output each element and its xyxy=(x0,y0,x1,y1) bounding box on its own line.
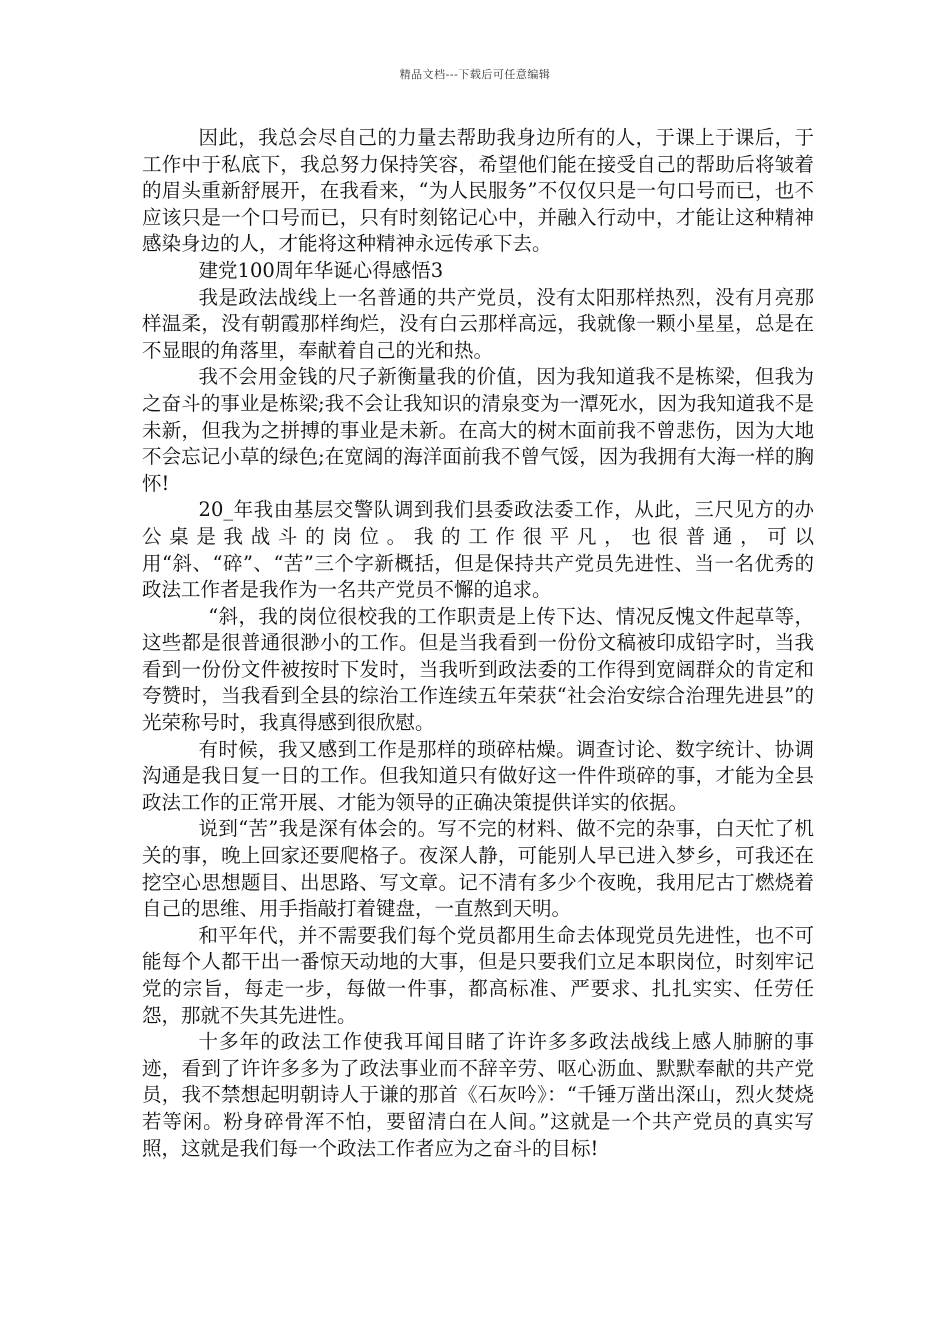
paragraph: 说到“苦”我是深有体会的。写不完的材料、做不完的杂事，白天忙了机关的事，晚上回家还要爬格子。夜深人静，可能别人早已进入梦乡，可我还在挖空心思想题目、出思路、写文章。记不清有多少个夜晚，我用尼古丁燃烧着自己的思维、用手指敲打着键盘，一直熬到天明。 xyxy=(142,817,814,921)
paragraph: “斜，我的岗位很校我的工作职责是上传下达、情况反愧文件起草等，这些都是很普通很渺小的工作。但是当我看到一份份文稿被印成铅字时，当我看到一份份文件被按时下发时，当我听到政法委的工作得到宽阔群众的肯定和夸赞时，当我看到全县的综治工作连续五年荣获“社会治安综合治理先进县”的光荣称号时，我真得感到很欣慰。 xyxy=(142,604,814,735)
paragraph: 有时候，我又感到工作是那样的琐碎枯燥。调查讨论、数字统计、协调沟通是我日复一日的工作。但我知道只有做好这一件件琐碎的事，才能为全县政法工作的正常开展、才能为领导的正确决策提供详实的依据。 xyxy=(142,737,814,814)
paragraph: 我不会用金钱的尺子新衡量我的价值，因为我知道我不是栋梁，但我为之奋斗的事业是栋梁;我不会让我知识的清泉变为一潭死水，因为我知道我不是未新，但我为之拼搏的事业是未新。在高大的树木面前我不曾悲伤，因为大地不会忘记小草的绿色;在宽阔的海洋面前我不曾气馁，因为我拥有大海一样的胸怀! xyxy=(142,365,814,495)
page-header: 精品文档---下载后可任意编辑 xyxy=(399,68,551,81)
document-body xyxy=(142,125,814,1162)
paragraph: 十多年的政法工作使我耳闻目睹了许许多多政法战线上感人肺腑的事迹，看到了许许多多为了政法事业而不辞辛劳、呕心沥血、默默奉献的共产党员，我不禁想起明朝诗人于谦的那首《石灰吟》：“千锤万凿出深山，烈火焚烧若等闲。粉身碎骨浑不怕，要留清白在人间。”这就是一个共产党员的真实写照，这就是我们每一个政法工作者应为之奋斗的目标! xyxy=(142,1030,814,1160)
paragraph: 20_年我由基层交警队调到我们县委政法委工作，从此，三尺见方的办公桌是我战斗的岗位。我的工作很平凡，也很普通，可以用“斜、“碎”、“苦”三个字新概括，但是保持共产党员先进性、当一名优秀的政法工作者是我作为一名共产党员不懈的追求。 xyxy=(142,498,814,602)
paragraph: 我是政法战线上一名普通的共产党员，没有太阳那样热烈，没有月亮那样温柔，没有朝霞那样绚烂，没有白云那样高远，我就像一颗小星星，总是在不显眼的角落里，奉献着自己的光和热。 xyxy=(142,285,814,362)
paragraph: 因此，我总会尽自己的力量去帮助我身边所有的人，于课上于课后，于工作中于私底下，我总努力保持笑容，希望他们能在接受自己的帮助后将皱着的眉头重新舒展开，在我看来，“为人民服务”不仅仅只是一句口号而已，也不应该只是一个口号而已，只有时刻铭记心中，并融入行动中，才能让这种精神感染身边的人，才能将这种精神永远传承下去。 xyxy=(142,126,814,256)
section-heading: 建党100周年华诞心得感悟3 xyxy=(198,258,444,282)
paragraph: 和平年代，并不需要我们每个党员都用生命去体现党员先进性，也不可能每个人都干出一番惊天动地的大事，但是只要我们立足本职岗位，时刻牢记党的宗旨，每走一步，每做一件事，都高标准、严要求、扎扎实实、任劳任怨，那就不失其先进性。 xyxy=(142,923,814,1027)
